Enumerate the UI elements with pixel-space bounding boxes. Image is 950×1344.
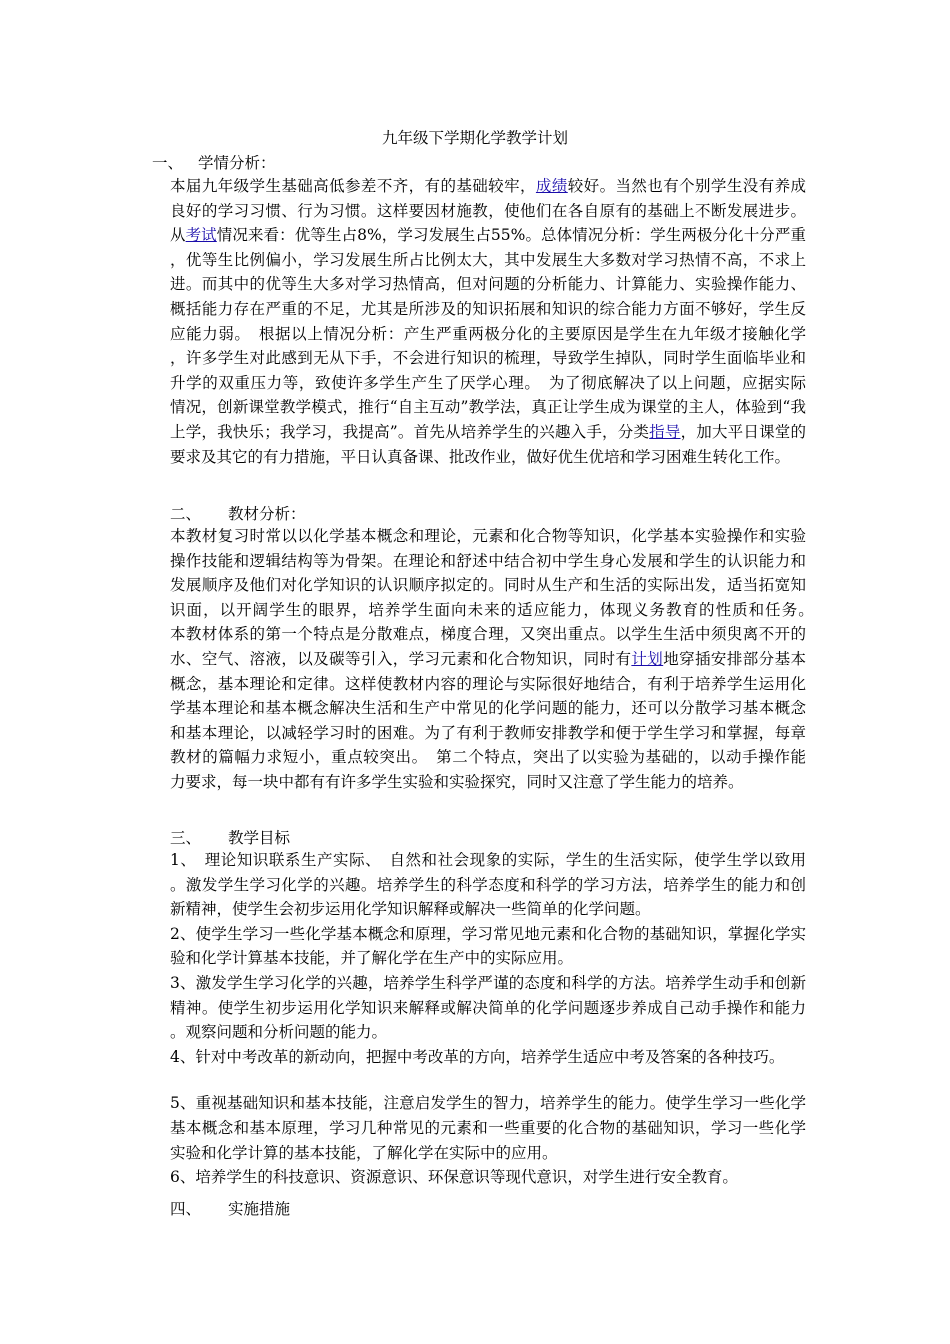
text-line xyxy=(170,924,806,944)
text-run: 6、培养学生的科技意识、资源意识、环保意识等现代意识，对学生进行安全教育。 xyxy=(170,1168,738,1187)
text-line xyxy=(170,1118,806,1138)
text-run: ，优等生比例偏小，学习发展生所占比例太大，其中发展生大多数对学习热情不高，不求上 xyxy=(170,250,806,269)
section-number: 一、 xyxy=(152,154,184,172)
text-line xyxy=(170,899,950,919)
text-run: 和基本理论，以减轻学习时的困难。为了有利于教师安排教学和便于学生学习和掌握，每章 xyxy=(170,723,806,742)
text-line xyxy=(170,948,950,968)
text-run: 从 xyxy=(170,226,186,245)
text-run: 升学的双重压力等，致使许多学生产生了厌学心理。 为了彻底解决了以上问题，应据实际 xyxy=(170,373,806,392)
text-line xyxy=(170,723,806,743)
text-run: 应能力弱。 根据以上情况分析：产生严重两极分化的主要原因是学生在九年级才接触化学 xyxy=(170,324,806,343)
text-line xyxy=(170,998,806,1018)
inline-link[interactable]: 计划 xyxy=(631,650,664,668)
text-line xyxy=(170,600,822,620)
text-run: 精神。使学生初步运用化学知识来解释或解决简单的化学问题逐步养成自己动手操作和能力 xyxy=(170,998,806,1017)
text-run: 实验和化学计算的基本技能，了解化学在实际中的应用。 xyxy=(170,1143,558,1162)
text-run: 学基本理论和基本概念解决生活和生产中常见的化学问题的能力，还可以分散学习基本概念 xyxy=(170,699,806,718)
text-line xyxy=(170,850,806,870)
text-run: 概念，基本理论和定律。这样使教材内容的理论与实际很好地结合，有利于培养学生运用化 xyxy=(170,674,806,693)
text-run: 较好。当然也有个别学生没有养成 xyxy=(567,177,806,195)
section-title: 教材分析： xyxy=(228,505,306,523)
text-line xyxy=(170,1143,950,1163)
section-1-heading xyxy=(152,153,950,173)
text-run: 上学，我快乐；我学习，我提高”。首先从培养学生的兴趣入手，分类 xyxy=(170,423,650,441)
section-4-heading xyxy=(170,1199,950,1219)
inline-link[interactable]: 指导 xyxy=(649,423,681,441)
text-run: 本届九年级学生基础高低参差不齐，有的基础较牢， xyxy=(170,177,536,195)
text-run: 水、空气、溶液，以及碳等引入，学习元素和化合物知识，同时有 xyxy=(170,650,632,668)
section-number: 四、 xyxy=(170,1200,202,1218)
text-run: 操作技能和逻辑结构等为骨架。在理论和舒述中结合初中学生身心发展和学生的认识能力和 xyxy=(170,551,806,570)
text-run: 概括能力存在严重的不足，尤其是所涉及的知识拓展和知识的综合能力方面不够好，学生反 xyxy=(170,300,806,318)
text-line xyxy=(170,422,806,442)
text-line xyxy=(170,201,806,221)
inline-link[interactable]: 考试 xyxy=(185,226,217,245)
section-title: 实施措施 xyxy=(228,1200,291,1218)
text-line xyxy=(170,373,806,393)
text-line xyxy=(170,1022,950,1042)
text-run: 。激发学生学习化学的兴趣。培养学生的科学态度和科学的学习方法，培养学生的能力和创 xyxy=(170,875,806,894)
text-run: 良好的学习习惯、行为习惯。这样要因材施教，使他们在各自原有的基础上不断发展进步。 xyxy=(170,201,806,220)
text-line xyxy=(170,1167,950,1187)
text-line xyxy=(170,225,806,245)
text-run: 验和化学计算基本技能，并了解化学在生产中的实际应用。 xyxy=(170,949,574,968)
text-run: ，加大平日课堂的 xyxy=(680,423,806,441)
text-run: 力要求，每一块中都有有许多学生实验和实验探究，同时又注意了学生能力的培养。 xyxy=(170,773,744,791)
text-run: 本教材复习时常以以化学基本概念和理论，元素和化合物等知识，化学基本实验操作和实验 xyxy=(170,527,806,545)
text-line xyxy=(170,447,950,467)
section-title: 学情分析： xyxy=(198,154,276,172)
text-run: 识面，以开阔学生的眼界，培养学生面向未来的适应能力，体现义务教育的性质和任务。 xyxy=(170,600,822,619)
text-line xyxy=(170,551,806,571)
text-run: 5、重视基础知识和基本技能，注意启发学生的智力，培养学生的能力。使学生学习一些化学 xyxy=(170,1094,806,1113)
document-title: 九年级下学期化学教学计划 xyxy=(381,129,568,147)
section-title: 教学目标 xyxy=(228,829,291,847)
text-run: 基本概念和基本原理，学习几种常见的元素和一些重要的化合物的基础知识，学习一些化学 xyxy=(170,1119,806,1137)
section-2-heading xyxy=(170,504,950,524)
text-run: 进。而其中的优等生大多对学习热情高，但对问题的分析能力、计算能力、实验操作能力、 xyxy=(170,275,806,294)
text-run: 教材的篇幅力求短小，重点较突出。 第二个特点，突出了以实验为基础的，以动手操作能 xyxy=(170,748,806,767)
text-run: 1、 理论知识联系生产实际、 自然和社会现象的实际，学生的生活实际，使学生学以致用 xyxy=(170,851,806,869)
text-run: 。观察问题和分析问题的能力。 xyxy=(170,1023,388,1042)
text-line xyxy=(170,526,806,546)
text-line xyxy=(170,649,806,669)
text-line xyxy=(170,324,806,344)
text-line xyxy=(170,274,806,294)
text-run: 本教材体系的第一个特点是分散难点，梯度合理，又突出重点。以学生生活中须臾离不开的 xyxy=(170,625,806,644)
text-line xyxy=(170,772,950,792)
text-line xyxy=(170,875,806,895)
text-line xyxy=(170,397,806,417)
text-line xyxy=(170,698,806,718)
text-run: 3、激发学生学习化学的兴趣，培养学生科学严谨的态度和科学的方法。培养学生动手和创新 xyxy=(170,974,806,992)
text-run: 地穿插安排部分基本 xyxy=(663,650,806,668)
text-run: 情况，创新课堂教学模式，推行“自主互动”教学法，真正让学生成为课堂的主人，体验到“我 xyxy=(170,398,806,417)
text-line xyxy=(170,1047,950,1067)
inline-link[interactable]: 成绩 xyxy=(535,177,568,195)
text-line xyxy=(170,176,806,196)
text-line xyxy=(170,624,806,644)
text-run: 4、针对中考改革的新动向，把握中考改革的方向，培养学生适应中考及答案的各种技巧。 xyxy=(170,1047,785,1066)
text-run: ，许多学生对此感到无从下手，不会进行知识的梳理，导致学生掉队，同时学生面临毕业和 xyxy=(170,349,806,368)
section-3-heading xyxy=(170,828,950,848)
text-line xyxy=(170,1093,806,1113)
text-run: 情况来看：优等生占8%，学习发展生占55%。总体情况分析：学生两极分化十分严重 xyxy=(216,226,806,245)
text-line xyxy=(170,348,806,368)
text-line xyxy=(170,250,806,270)
text-line xyxy=(170,575,806,595)
text-line xyxy=(170,299,806,319)
text-line xyxy=(170,674,806,694)
section-number: 二、 xyxy=(170,505,202,523)
section-number: 三、 xyxy=(170,829,202,847)
text-run: 新精神，使学生会初步运用化学知识解释或解决一些简单的化学问题。 xyxy=(170,900,651,919)
text-run: 要求及其它的有力措施，平日认真备课、批改作业，做好优生优培和学习困难生转化工作。 xyxy=(170,447,791,466)
text-line xyxy=(170,747,806,767)
text-run: 发展顺序及他们对化学知识的认识顺序拟定的。同时从生产和生活的实际出发，适当拓宽知 xyxy=(170,576,806,595)
text-run: 2、使学生学习一些化学基本概念和原理，学习常见地元素和化合物的基础知识，掌握化学实 xyxy=(170,924,806,943)
text-line xyxy=(170,973,806,993)
